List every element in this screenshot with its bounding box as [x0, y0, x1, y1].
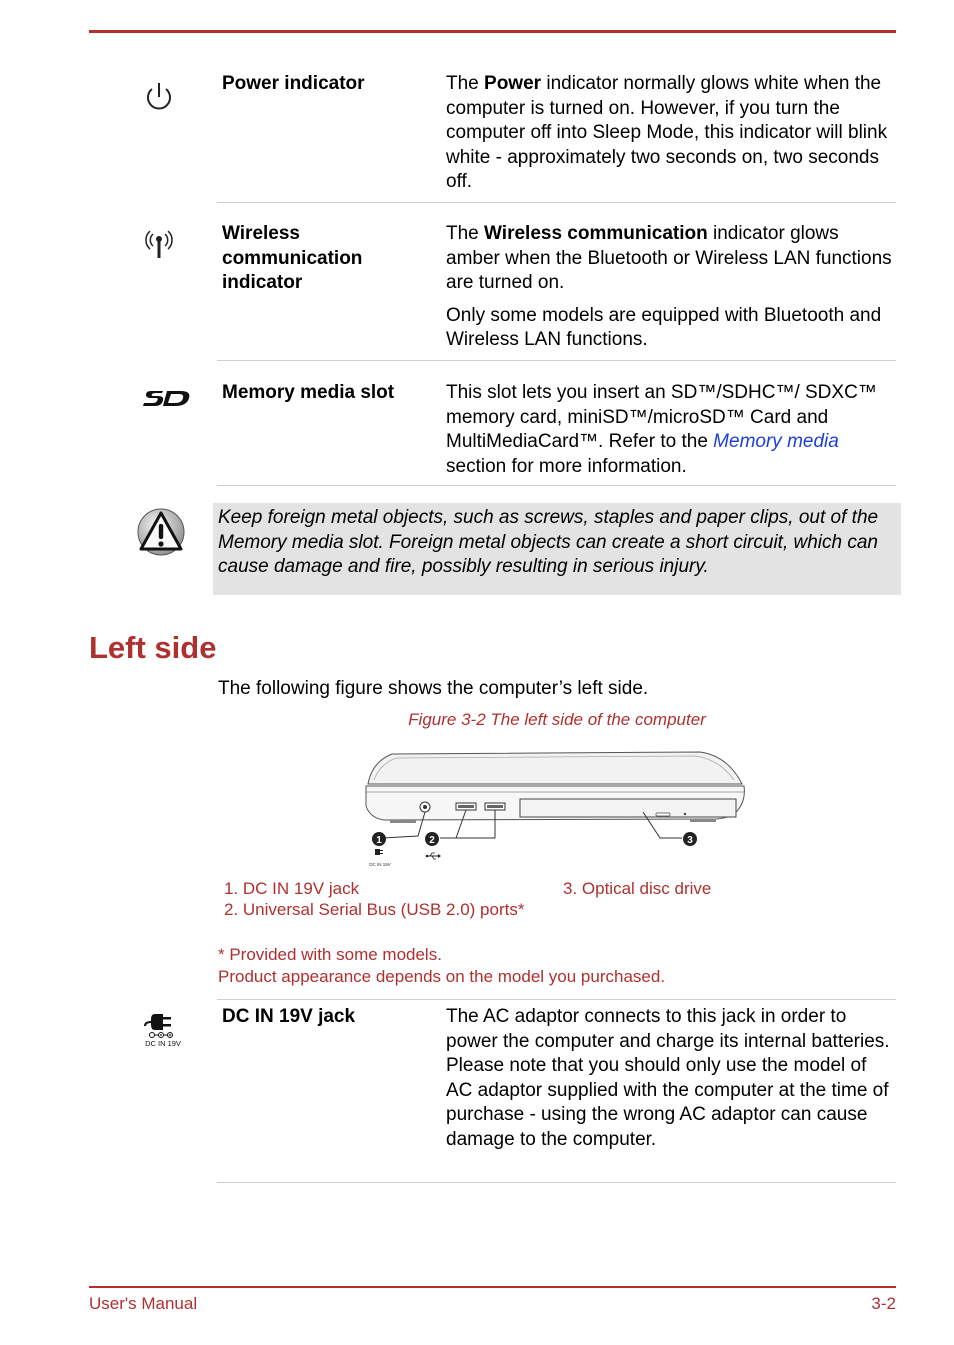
term-wireless-indicator: Wireless communication indicator	[222, 223, 363, 293]
note-appearance: Product appearance depends on the model you purchased.	[218, 967, 666, 986]
callout-1: 1	[376, 835, 382, 846]
figure-usb-icon	[426, 853, 441, 859]
power-indicator-row	[217, 72, 896, 203]
legend-item-3: 3. Optical disc drive	[563, 879, 712, 898]
bottom-rule	[89, 1286, 896, 1288]
section-intro: The following figure shows the computer’s left side.	[218, 678, 649, 699]
section-title: Left side	[89, 630, 217, 665]
desc-memory-media-slot: This slot lets you insert an SD™/SDHC™/ SDXC™ memory card, miniSD™/microSD™ Card and MultiMediaCard™. Refer to the Memory media section for more information.	[446, 382, 877, 477]
term-dc-in-jack: DC IN 19V jack	[222, 1006, 356, 1027]
callout-3: 3	[687, 835, 693, 846]
sd-card-icon	[143, 389, 193, 407]
footer-page-number: 3-2	[871, 1294, 896, 1313]
dc-in-icon	[141, 1008, 187, 1050]
legend-item-1: 1. DC IN 19V jack	[224, 879, 360, 898]
footer-manual-title: User's Manual	[89, 1294, 198, 1313]
power-icon	[143, 80, 175, 114]
memory-media-slot-row	[217, 381, 896, 486]
memory-media-link[interactable]: Memory media	[713, 431, 839, 452]
desc-dc-in-jack: The AC adaptor connects to this jack in order to power the computer and charge its internal batteries. Please note that you should only use the model of AC adaptor supplied with the computer at the time of purchase - using the wrong AC adaptor can cause damage to the computer.	[446, 1006, 890, 1150]
warning-icon	[136, 506, 186, 558]
top-rule	[89, 30, 896, 33]
figure-dc-in-icon	[369, 849, 391, 867]
laptop-left-side-figure	[360, 746, 750, 868]
wireless-indicator-row	[217, 222, 896, 361]
legend-item-2: 2. Universal Serial Bus (USB 2.0) ports*	[224, 900, 525, 919]
callout-2: 2	[429, 835, 435, 846]
figure-caption: Figure 3-2 The left side of the computer	[408, 710, 706, 729]
term-power-indicator: Power indicator	[222, 73, 365, 94]
desc-power-indicator: The Power indicator normally glows white when the computer is turned on. However, if you turn the computer off into Sleep Mode, this indicator will blink white - approximately two seconds on, two seconds off.	[446, 73, 888, 192]
wireless-antenna-icon	[143, 228, 175, 260]
warning-text: Keep foreign metal objects, such as screws, staples and paper clips, out of the Memory media slot. Foreign metal objects can create a short circuit, which can cause damage and fire, possibly resulting in serious injury.	[218, 507, 879, 577]
dc-in-jack-row	[217, 999, 896, 1183]
desc-wireless-indicator: The Wireless communication indicator glows amber when the Bluetooth or Wireless LAN functions are turned on. Only some models are equipped with Bluetooth and Wireless LAN functions.	[446, 223, 892, 350]
dc-in-icon-label: DC IN 19V	[145, 1039, 181, 1048]
term-memory-media-slot: Memory media slot	[222, 382, 395, 403]
figure-dc-in-label: DC IN 19V	[369, 862, 391, 867]
warning-box	[213, 503, 901, 595]
note-provided: * Provided with some models.	[218, 945, 442, 964]
